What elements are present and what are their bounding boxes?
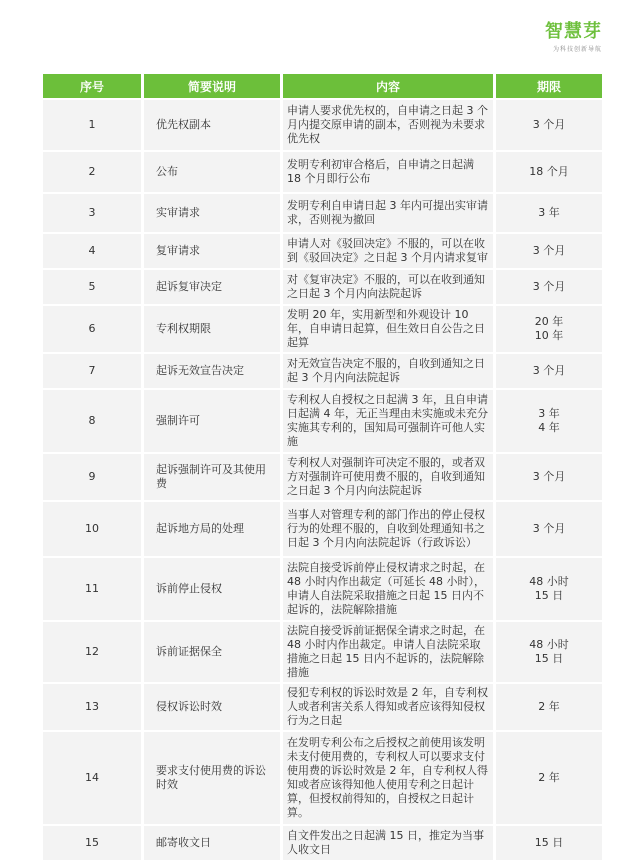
row-number: 14 — [43, 732, 141, 824]
row-number: 7 — [43, 354, 141, 388]
row-number: 12 — [43, 622, 141, 682]
table-row — [43, 622, 602, 682]
row-content: 侵犯专利权的诉讼时效是 2 年，自专利权人或者利害关系人得知或者应该得知侵权行为之日起 — [283, 684, 493, 730]
row-content: 发明专利自申请日起 3 年内可提出实审请求，否则视为撤回 — [283, 194, 493, 232]
row-period: 3 个月 — [496, 454, 602, 500]
header-summary: 简要说明 — [144, 74, 280, 98]
row-content: 发明 20 年，实用新型和外观设计 10 年，自申请日起算，但生效日自公告之日起算 — [283, 306, 493, 352]
row-content: 在发明专利公布之后授权之前使用该发明未支付使用费的，专利权人可以要求支付使用费的诉讼时效是 2 年，自专利权人得知或者应该得知他人使用专利之日起计算，但授权前得知的，自授权之日起计算。 — [283, 732, 493, 824]
row-summary: 邮寄收文日 — [144, 826, 280, 860]
row-summary: 起诉无效宣告决定 — [144, 354, 280, 388]
table-row — [43, 502, 602, 556]
table-row — [43, 454, 602, 500]
row-number: 11 — [43, 558, 141, 620]
table-row — [43, 270, 602, 304]
logo-subtitle: 为科技创新导航 — [552, 46, 602, 53]
row-content: 发明专利初审合格后，自申请之日起满 18 个月即行公布 — [283, 152, 493, 192]
row-number: 5 — [43, 270, 141, 304]
row-content: 当事人对管理专利的部门作出的停止侵权行为的处理不服的，自收到处理通知书之日起 3 个月内向法院起诉（行政诉讼） — [283, 502, 493, 556]
row-content: 申请人对《驳回决定》不服的，可以在收到《驳回决定》之日起 3 个月内请求复审 — [283, 234, 493, 268]
row-content: 对《复审决定》不服的，可以在收到通知之日起 3 个月内向法院起诉 — [283, 270, 493, 304]
row-period: 3 年 4 年 — [496, 390, 602, 452]
table-row — [43, 100, 602, 150]
table-row — [43, 390, 602, 452]
table-row — [43, 558, 602, 620]
row-content: 自文件发出之日起满 15 日，推定为当事人收文日 — [283, 826, 493, 860]
row-number: 13 — [43, 684, 141, 730]
table-row — [43, 684, 602, 730]
row-summary: 强制许可 — [144, 390, 280, 452]
row-period: 3 个月 — [496, 502, 602, 556]
table-body — [43, 100, 602, 860]
row-number: 1 — [43, 100, 141, 150]
row-summary: 公布 — [144, 152, 280, 192]
row-period: 48 小时 15 日 — [496, 558, 602, 620]
row-summary: 起诉地方局的处理 — [144, 502, 280, 556]
table-row — [43, 152, 602, 192]
row-number: 15 — [43, 826, 141, 860]
table-row — [43, 306, 602, 352]
row-number: 4 — [43, 234, 141, 268]
row-summary: 起诉强制许可及其使用费 — [144, 454, 280, 500]
row-content: 申请人要求优先权的，自申请之日起 3 个月内提交原申请的副本，否则视为未要求优先权 — [283, 100, 493, 150]
brand-logo — [545, 22, 602, 53]
row-number: 9 — [43, 454, 141, 500]
row-summary: 专利权期限 — [144, 306, 280, 352]
row-summary: 起诉复审决定 — [144, 270, 280, 304]
table-row — [43, 732, 602, 824]
row-period: 2 年 — [496, 684, 602, 730]
row-summary: 要求支付使用费的诉讼时效 — [144, 732, 280, 824]
row-summary: 侵权诉讼时效 — [144, 684, 280, 730]
row-period: 18 个月 — [496, 152, 602, 192]
header-content: 内容 — [283, 74, 493, 98]
row-summary: 诉前证据保全 — [144, 622, 280, 682]
header-number: 序号 — [43, 74, 141, 98]
table-row — [43, 826, 602, 860]
row-summary: 优先权副本 — [144, 100, 280, 150]
deadline-table — [40, 72, 605, 862]
row-summary: 实审请求 — [144, 194, 280, 232]
row-summary: 诉前停止侵权 — [144, 558, 280, 620]
row-period: 3 个月 — [496, 270, 602, 304]
row-number: 3 — [43, 194, 141, 232]
row-content: 法院自接受诉前停止侵权请求之时起，在 48 小时内作出裁定（可延长 48 小时），申请人自法院采取措施之日起 15 日内不起诉的，法院解除措施 — [283, 558, 493, 620]
row-number: 2 — [43, 152, 141, 192]
row-period: 3 个月 — [496, 354, 602, 388]
row-number: 10 — [43, 502, 141, 556]
table-header-row — [43, 74, 602, 98]
row-period: 2 年 — [496, 732, 602, 824]
row-content: 专利权人自授权之日起满 3 年，且自申请日起满 4 年，无正当理由未实施或未充分实施其专利的，国知局可强制许可他人实施 — [283, 390, 493, 452]
row-content: 法院自接受诉前证据保全请求之时起，在 48 小时内作出裁定。申请人自法院采取措施之日起 15 日内不起诉的，法院解除措施 — [283, 622, 493, 682]
table-row — [43, 194, 602, 232]
row-period: 48 小时 15 日 — [496, 622, 602, 682]
table-row — [43, 354, 602, 388]
row-number: 6 — [43, 306, 141, 352]
row-period: 15 日 — [496, 826, 602, 860]
row-period: 3 个月 — [496, 234, 602, 268]
row-period: 20 年 10 年 — [496, 306, 602, 352]
row-number: 8 — [43, 390, 141, 452]
row-period: 3 年 — [496, 194, 602, 232]
table-row — [43, 234, 602, 268]
row-summary: 复审请求 — [144, 234, 280, 268]
logo-title: 智慧芽 — [545, 21, 602, 42]
row-content: 对无效宣告决定不服的，自收到通知之日起 3 个月内向法院起诉 — [283, 354, 493, 388]
header-period: 期限 — [496, 74, 602, 98]
row-period: 3 个月 — [496, 100, 602, 150]
row-content: 专利权人对强制许可决定不服的，或者双方对强制许可使用费不服的，自收到通知之日起 3 个月内向法院起诉 — [283, 454, 493, 500]
